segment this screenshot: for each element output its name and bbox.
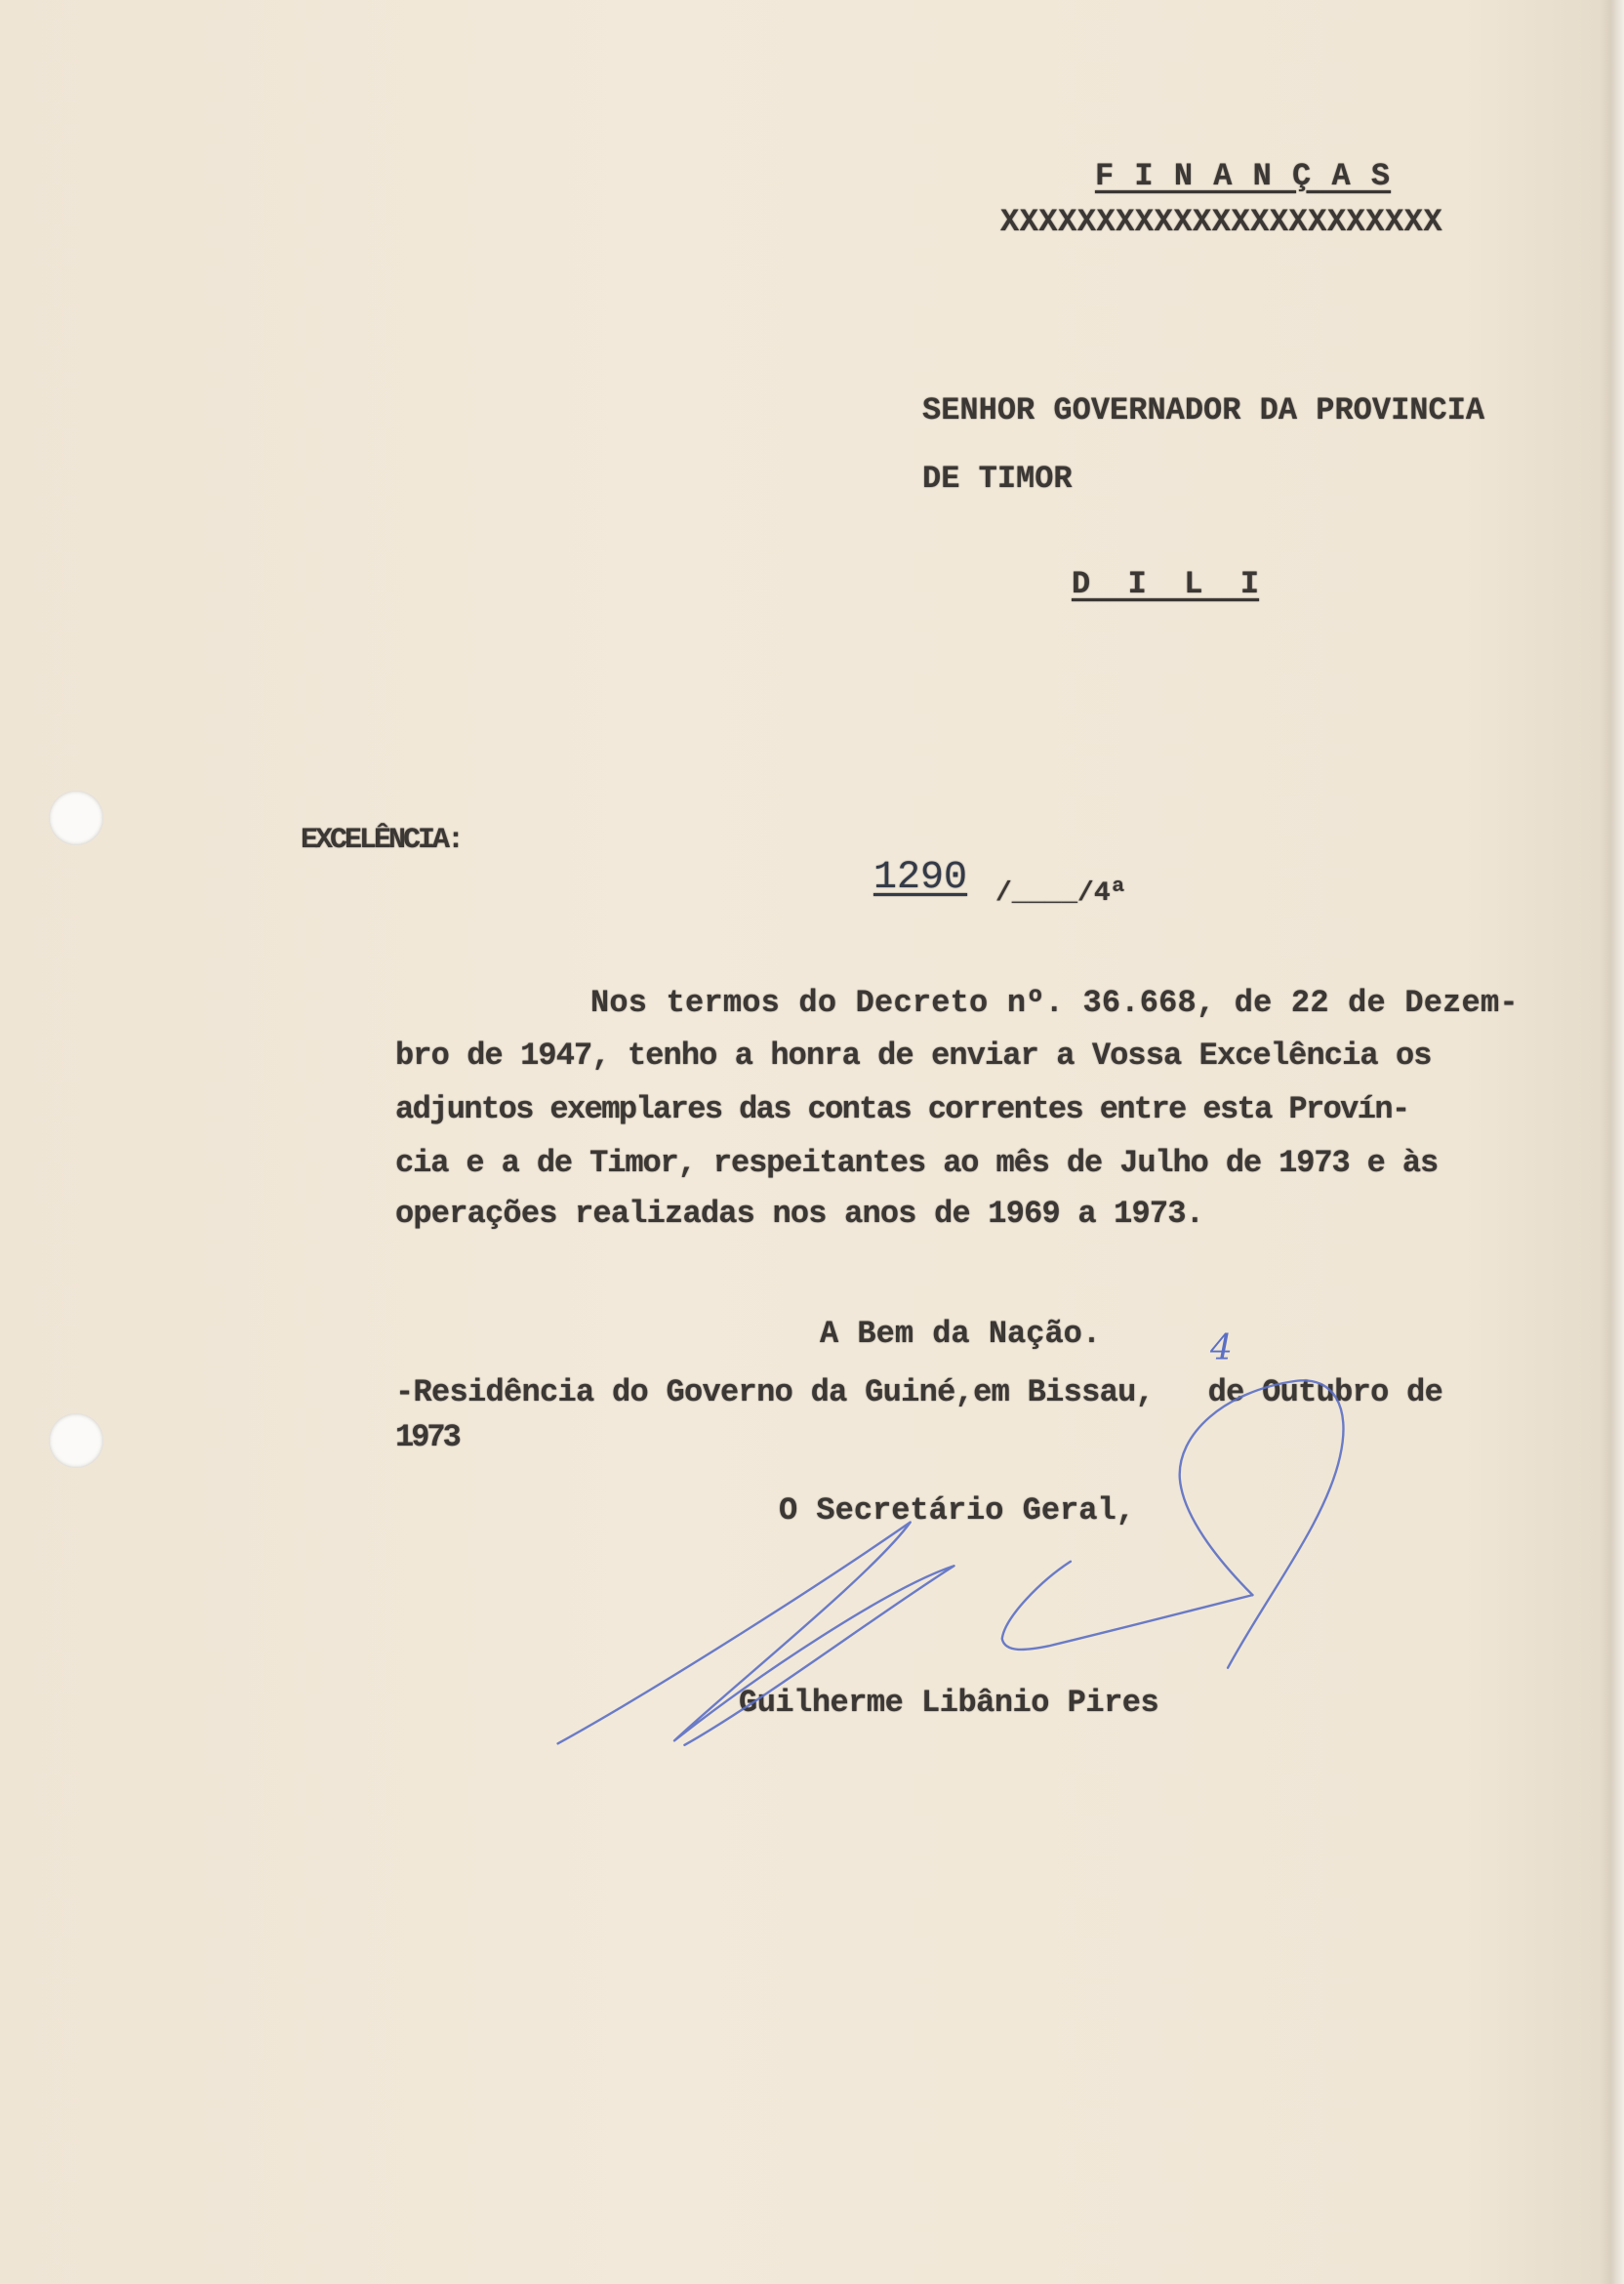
body-line: operações realizadas nos anos de 1969 a 1973. (395, 1196, 1204, 1232)
place-date-line: -Residência do Governo da Guiné,em Bissau, de Outubro de (395, 1374, 1443, 1410)
handwritten-day: 4 (1210, 1328, 1233, 1368)
reference-number: 1290 (873, 856, 968, 900)
addressee-line-2: DE TIMOR (922, 461, 1073, 497)
signatory-title: O Secretário Geral, (779, 1492, 1135, 1529)
body-line: bro de 1947, tenho a honra de enviar a Vossa Excelência os (395, 1038, 1432, 1074)
closing-motto: A Bem da Nação. (820, 1316, 1102, 1352)
date-year: 1973 (395, 1419, 459, 1455)
body-line: cia e a de Timor, respeitantes ao mês de Julho de 1973 e às (395, 1145, 1439, 1181)
strike-line: XXXXXXXXXXXXXXXXXXXXXXX (1000, 204, 1443, 240)
salutation: EXCELÊNCIA: (301, 824, 463, 857)
reference-suffix: /____/4ª (995, 878, 1127, 909)
department-heading: F I N A N Ç A S (1095, 158, 1392, 194)
body-line: adjuntos exemplares das contas correntes entre esta Provín- (395, 1091, 1409, 1127)
addressee-city: D I L I (1072, 566, 1260, 602)
body-line: Nos termos do Decreto nº. 36.668, de 22 de Dezem- (590, 985, 1519, 1021)
signatory-name: Guilherme Libânio Pires (739, 1685, 1159, 1721)
addressee-line-1: SENHOR GOVERNADOR DA PROVINCIA (922, 392, 1485, 428)
